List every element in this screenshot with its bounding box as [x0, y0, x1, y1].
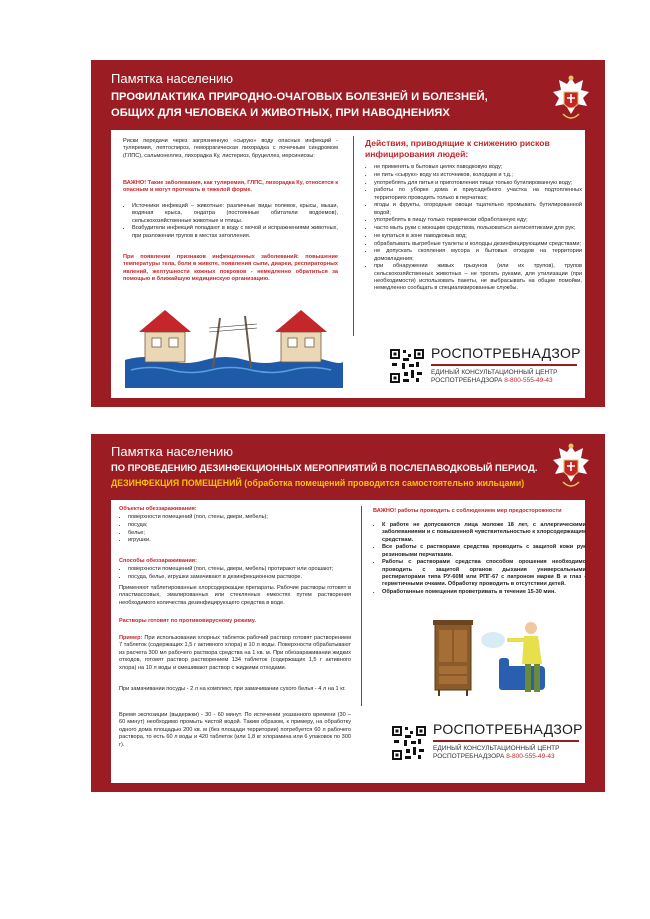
memo-title: ПО ПРОВЕДЕНИЮ ДЕЗИНФЕКЦИОННЫХ МЕРОПРИЯТИЙ В ПОСЛЕПАВОДКОВЫЙ ПЕРИОД.	[111, 462, 538, 473]
soak-text: При замачивании посуды - 2 л на комплект, при замачивании сухого белья - 4 л на 1 кг.	[119, 686, 346, 692]
column-divider	[361, 506, 362, 706]
content-panel	[111, 130, 585, 398]
methods-list	[119, 566, 360, 582]
objects-title: Объекты обеззараживания:	[119, 506, 197, 512]
memo-subtitle-bold: ДЕЗИНФЕКЦИЯ ПОМЕЩЕНИЙ	[111, 478, 242, 488]
example-text	[119, 635, 351, 672]
solutions-ready-text: Растворы готовят по противовирусному режиму.	[119, 618, 256, 624]
list-item: • не купаться в зоне паводковых вод;	[374, 233, 582, 240]
disinfection-illustration	[421, 610, 571, 705]
list-item: • Работы с растворами средства способом орошения необходимо проводить с защитой органов дыхания универсальными респираторами типа РУ-60М или РПГ-67 с патроном марки В и глаз - герметичными очками. Обработку проводить в отсутствии детей.	[382, 559, 586, 588]
memo-label: Памятка населению	[111, 71, 234, 86]
column-divider	[353, 136, 354, 336]
brand-subtitle-line-1: ЕДИНЫЙ КОНСУЛЬТАЦИОННЫЙ ЦЕНТР	[433, 745, 560, 752]
methods-text: Применяют таблетированные хлорсодержащие препараты. Рабочие растворы готовят в пластмассовых, эмалированных или стеклянных емкостях путем растворения необходимого количества дезинфицирующего средства в воде.	[119, 585, 351, 606]
brand-name: РОСПОТРЕБНАДЗОР	[431, 345, 581, 361]
sources-list	[123, 203, 338, 240]
methods-title: Способы обеззараживания:	[119, 558, 197, 564]
hotline-phone: 8-800-555-49-43	[504, 377, 553, 385]
list-item: • употреблять в пищу только термически обработанную еду;	[374, 217, 582, 224]
objects-list	[119, 514, 348, 545]
list-item: • Возбудители инфекций попадают в воду с мочой и испражнениями животных, при разложении трупов в местах затопления.	[132, 225, 338, 240]
list-item: • Обработанные помещения проветривать в течение 15-30 мин.	[382, 589, 586, 596]
content-panel	[111, 500, 585, 783]
actions-title: Действия, приводящие к снижению рисков инфицирования людей:	[365, 138, 550, 159]
list-item: • при обнаружении живых грызунов (или их трупов), трупов сельскохозяйственных животных – не трогать руками, для утилизации (при необходимости) использовать пакеты, не выбрасывать на общие помойки, немедленно сообщать в специализированные службы.	[374, 263, 582, 292]
actions-list	[365, 164, 582, 293]
precautions-title: ВАЖНО! работы проводить с соблюдением мер предосторожности	[373, 508, 562, 514]
brand-subtitle	[433, 745, 559, 761]
list-item: • игрушки.	[128, 537, 348, 544]
list-item: • посуда, белье, игрушки замачивают в дезинфекционном растворе.	[128, 574, 360, 581]
brand-divider	[431, 364, 577, 366]
list-item: • посуда;	[128, 522, 348, 529]
brand-subtitle	[431, 369, 557, 385]
list-item: • белье;	[128, 530, 348, 537]
symptoms-text: При появлении признаков инфекционных заболеваний: повышение температуры тела, боли в животе, появления сыпи, диареи, респираторных явлений, желтушности кожных покровов - немедленно обратиться за помощью в ближайшую медицинскую организацию.	[123, 254, 338, 283]
list-item: • ягоды и фрукты, огородные овощи тщательно промывать бутилированной водой;	[374, 202, 582, 217]
flood-illustration	[125, 298, 343, 388]
brand-subtitle-line-2	[431, 377, 557, 385]
list-item: • не допускать скопления мусора и бытовых отходов на территории домовладения;	[374, 248, 582, 263]
memo-title	[111, 90, 488, 121]
list-item: • работы по уборке дома и приусадебного участка на подтопленных территориях проводить только в перчатках;	[374, 187, 582, 202]
brand-subtitle-line-2	[433, 753, 559, 761]
brand-subtitle-line-1: ЕДИНЫЙ КОНСУЛЬТАЦИОННЫЙ ЦЕНТР	[431, 369, 558, 376]
rospotrebnadzor-emblem-icon	[549, 74, 593, 126]
list-item: • К работе не допускаются лица моложе 18 лет, с аллергическими заболеваниями и с повышенной чувствительностью к хлорсодержащим средствам.	[382, 522, 586, 544]
rospotrebnadzor-emblem-icon	[549, 442, 593, 494]
memo-title-line-1: ПРОФИЛАКТИКА ПРИРОДНО-ОЧАГОВЫХ БОЛЕЗНЕЙ И БОЛЕЗНЕЙ,	[111, 91, 488, 103]
list-item: • употреблять для питья и приготовления пищи только бутилированную воду;	[374, 180, 582, 187]
list-item: • Все работы с растворами средства проводить с защитой кожи рук резиновыми перчатками.	[382, 544, 586, 559]
list-item: • обрабатывать выгребные туалеты и колодцы дезинфицирующими средствами;	[374, 241, 582, 248]
list-item: • не пить «сырую» воду из источников, колодцев и т.д.;	[374, 172, 582, 179]
qr-code-icon	[391, 725, 427, 761]
list-item: • поверхности помещений (пол, стены, двери, мебель);	[128, 514, 348, 521]
list-item: • Источники инфекций – животные: различные виды полевок, крысы, мыши, водяная крыса, ондатра (постоянные обитатели водоемов), сельскохозяйственные животные и птицы.	[132, 203, 338, 225]
brand-subtitle-org: РОСПОТРЕБНАДЗОРА	[431, 377, 503, 385]
memo-title-line-2: ОБЩИХ ДЛЯ ЧЕЛОВЕКА И ЖИВОТНЫХ, ПРИ НАВОДНЕНИЯХ	[111, 106, 450, 119]
memo-subtitle	[111, 478, 524, 488]
qr-code-icon	[389, 348, 425, 384]
brand-divider	[433, 740, 579, 742]
brand-subtitle-org: РОСПОТРЕБНАДЗОРА	[433, 753, 505, 761]
exposure-text: Время экспозиции (выдержки) - 30 - 60 минут. По истечении указанного времени (30 – 60 минут) необходимо промыть чистой водой. Таким образом, к примеру, на обработку одного дома площадью 200 кв. м (без площади территории) потребуется 60 л рабочего раствора, то есть 60 л воды и 420 таблеток (или 1,8 кг хлорамина или 6 упаковок по 300 г).	[119, 712, 351, 748]
flood-disease-memo-card	[91, 60, 605, 407]
list-item: • часто мыть руки с моющим средством, пользоваться антисептиками для рук;	[374, 225, 582, 232]
warning-text: ВАЖНО! Такие заболевания, как туляремия, ГЛПС, лихорадка Ку, относятся к опасным и могут протекать в тяжелой форме.	[123, 180, 338, 194]
example-body: При использовании хлорных таблеток рабочий раствор готовят растворением 7 таблеток (содержащих 1,5 г активного хлора) в 10 л воды. Поверхности обрабатывают из расчета 300 мл рабочего раствора средства на 1 кв. м. При обеззараживании жидких отходов, готовят раствор растворением 134 таблеток (содержащих 1,5 г активного хлора) на 10 л воды и смешивают раствор с жидкими отходами.	[119, 635, 351, 671]
memo-subtitle-rest: (обработка помещений проводится самостоятельно жильцами)	[241, 478, 525, 488]
example-label: Пример:	[119, 635, 143, 641]
list-item: • не применять в бытовых целях паводковую воду;	[374, 164, 582, 171]
list-item: • поверхности помещений (пол, стены, двери, мебель) протирают или орошают;	[128, 566, 360, 573]
brand-name: РОСПОТРЕБНАДЗОР	[433, 721, 583, 737]
memo-label: Памятка населению	[111, 444, 234, 459]
precautions-list	[373, 522, 586, 597]
intro-text: Риски передачи через загрязненную «сырую» воду опасных инфекций - туляремия, лептоспироз, геморрагическая лихорадка с почечным синдромом (ГЛПС), сальмонеллез, лихорадка Ку, листериоз, бруцеллез, иерсиниозы:	[123, 138, 338, 159]
hotline-phone: 8-800-555-49-43	[506, 753, 555, 761]
disinfection-memo-card	[91, 434, 605, 792]
